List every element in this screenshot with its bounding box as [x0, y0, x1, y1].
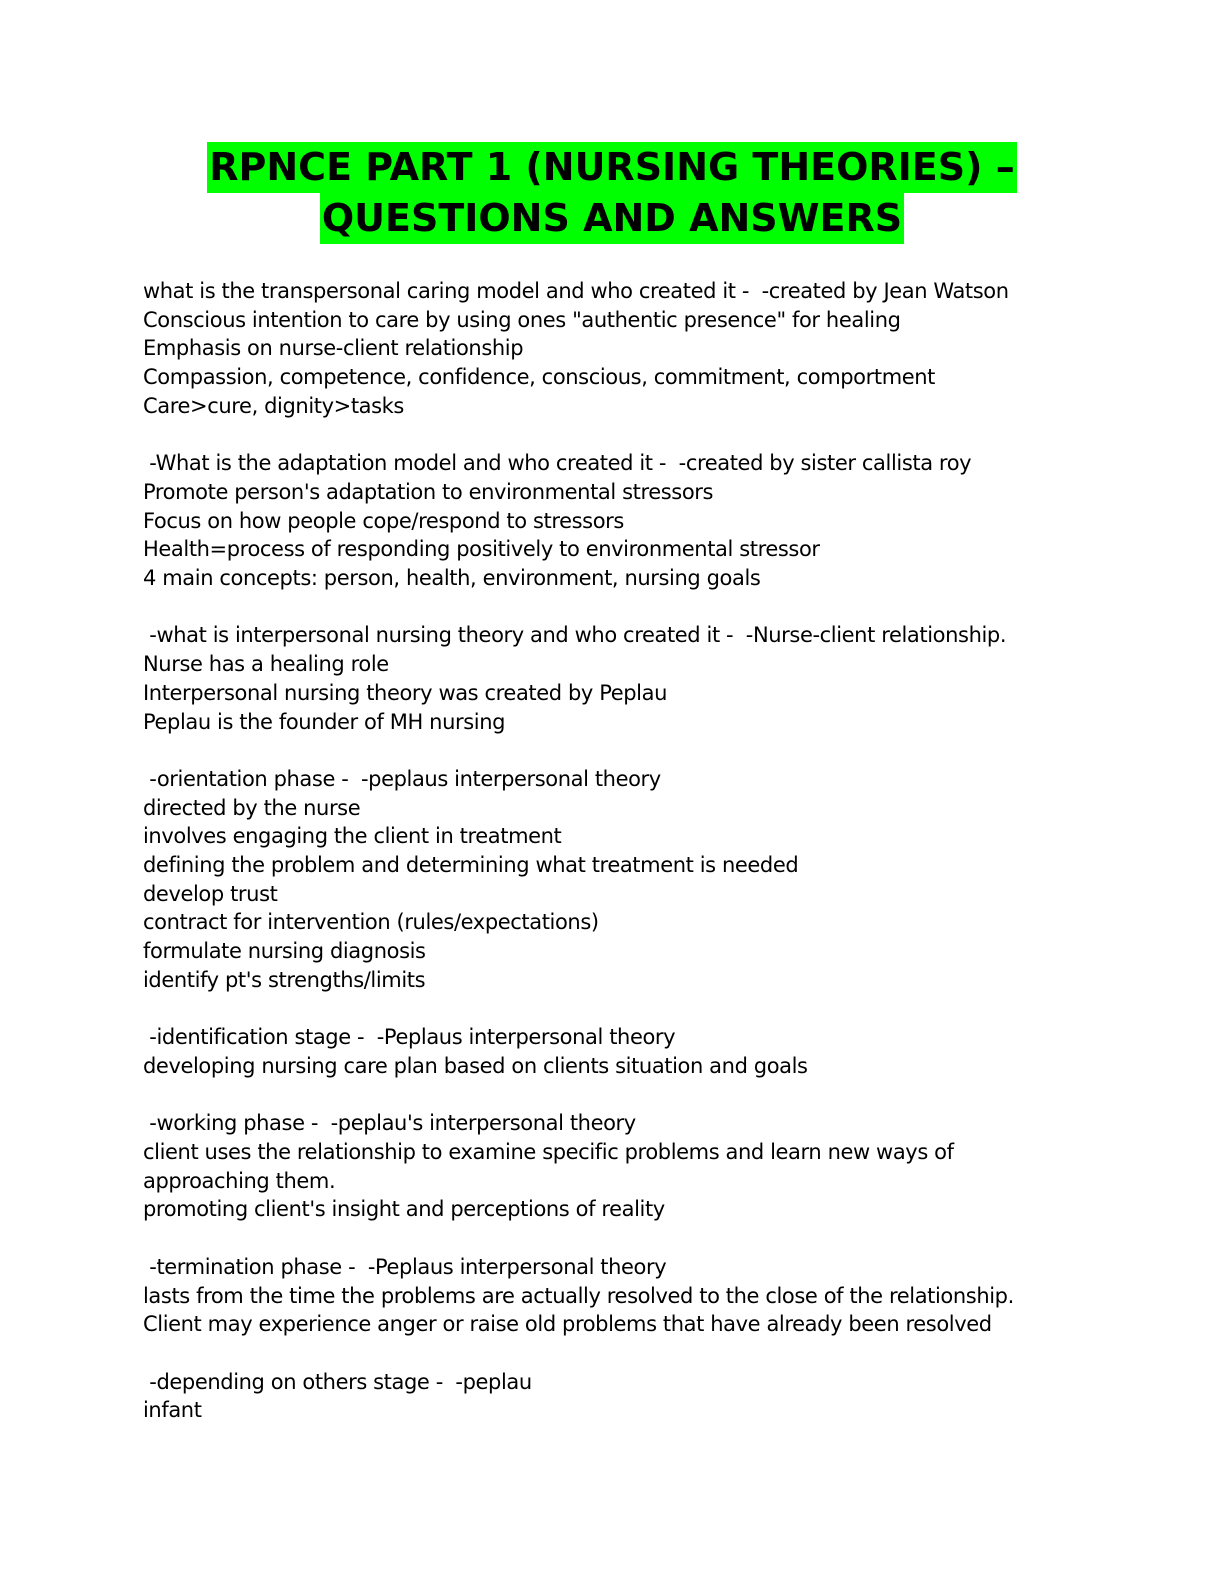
qa-question: -termination phase - -Peplaus interpersonal theory — [143, 1254, 667, 1279]
document-title-line-1: RPNCE PART 1 (NURSING THEORIES) – — [207, 142, 1016, 193]
qa-block — [143, 1253, 1103, 1339]
qa-answer-line: approaching them. — [143, 1168, 336, 1193]
qa-question: -identification stage - -Peplaus interpersonal theory — [143, 1025, 676, 1050]
qa-answer-line: defining the problem and determining what treatment is needed — [143, 853, 799, 878]
qa-question: -working phase - -peplau's interpersonal theory — [143, 1111, 636, 1136]
qa-answer-line: lasts from the time the problems are actually resolved to the close of the relationship. — [143, 1283, 1014, 1308]
qa-answer-line: 4 main concepts: person, health, environment, nursing goals — [143, 566, 761, 591]
document-title — [0, 142, 1224, 244]
qa-block — [143, 1109, 1103, 1224]
qa-answer-line: Emphasis on nurse-client relationship — [143, 336, 524, 361]
qa-question: -What is the adaptation model and who created it - -created by sister callista roy — [143, 451, 972, 476]
qa-answer-line: developing nursing care plan based on clients situation and goals — [143, 1053, 808, 1078]
qa-answer-line: Peplau is the founder of MH nursing — [143, 709, 506, 734]
qa-answer-line: contract for intervention (rules/expectations) — [143, 910, 599, 935]
document-title-line-2: QUESTIONS AND ANSWERS — [320, 193, 904, 244]
qa-block — [143, 621, 1103, 736]
qa-answer-line: Nurse has a healing role — [143, 652, 389, 677]
qa-answer-line: client uses the relationship to examine specific problems and learn new ways of — [143, 1140, 954, 1165]
qa-question: -orientation phase - -peplaus interpersonal theory — [143, 766, 661, 791]
qa-block — [143, 765, 1103, 995]
qa-block — [143, 277, 1103, 421]
qa-answer-line: Health=process of responding positively to environmental stressor — [143, 537, 820, 562]
qa-block — [143, 1368, 1103, 1425]
qa-question: -depending on others stage - -peplau — [143, 1369, 532, 1394]
qa-answer-line: Focus on how people cope/respond to stressors — [143, 508, 624, 533]
qa-question: what is the transpersonal caring model and who created it - -created by Jean Watson — [143, 279, 1009, 303]
qa-answer-line: Client may experience anger or raise old problems that have already been resolved — [143, 1312, 992, 1337]
qa-answer-line: Conscious intention to care by using ones "authentic presence" for healing — [143, 307, 901, 332]
qa-list — [143, 277, 1103, 1454]
qa-answer-line: Promote person's adaptation to environmental stressors — [143, 479, 714, 504]
qa-block — [143, 1023, 1103, 1080]
qa-question: -what is interpersonal nursing theory and who created it - -Nurse-client relationship. — [143, 623, 1007, 648]
qa-block — [143, 449, 1103, 593]
qa-answer-line: involves engaging the client in treatment — [143, 824, 562, 849]
qa-answer-line: Interpersonal nursing theory was created by Peplau — [143, 680, 667, 705]
qa-answer-line: promoting client's insight and perceptions of reality — [143, 1197, 665, 1222]
qa-answer-line: identify pt's strengths/limits — [143, 967, 426, 992]
qa-answer-line: infant — [143, 1398, 202, 1423]
qa-answer-line: formulate nursing diagnosis — [143, 939, 426, 964]
qa-answer-line: Care>cure, dignity>tasks — [143, 393, 404, 418]
qa-answer-line: develop trust — [143, 881, 278, 906]
qa-answer-line: Compassion, competence, confidence, conscious, commitment, comportment — [143, 365, 936, 390]
qa-answer-line: directed by the nurse — [143, 795, 361, 820]
